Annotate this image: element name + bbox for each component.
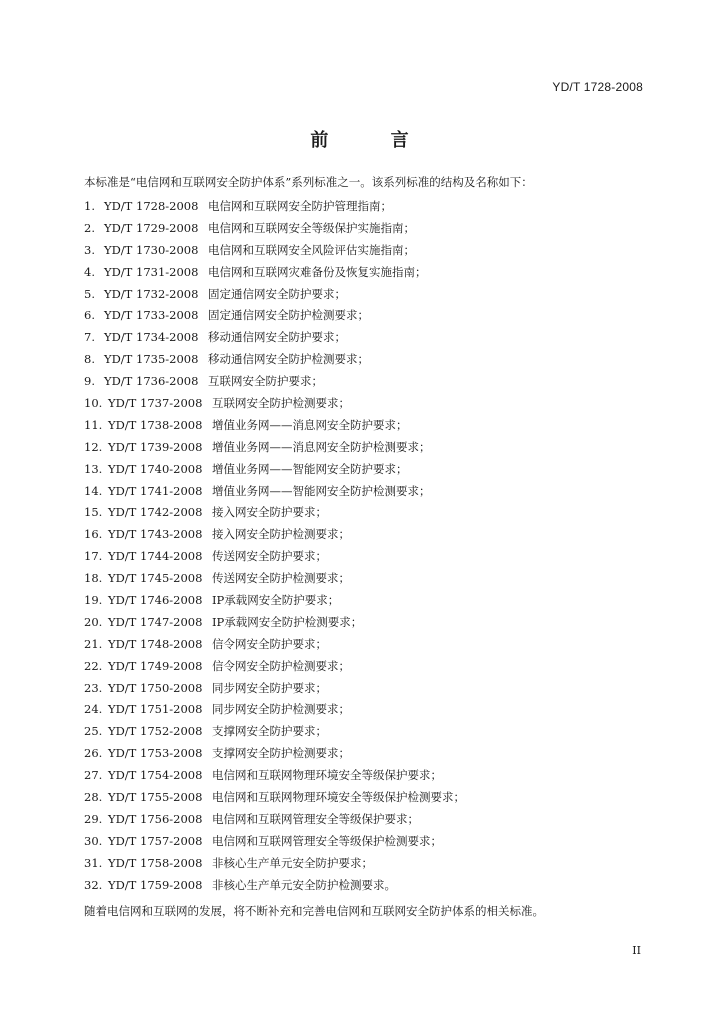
list-item xyxy=(84,284,679,306)
list-item xyxy=(84,612,679,634)
item-standard-name: 非核心生产单元安全防护检测要求。 xyxy=(212,877,396,892)
list-item xyxy=(84,218,679,240)
item-standard-name: 支撑网安全防护检测要求； xyxy=(212,746,350,761)
list-item xyxy=(84,481,679,503)
item-standard-name: 电信网和互联网物理环境安全等级保护检测要求； xyxy=(212,790,465,805)
item-standard-code: YD/T 1730-2008 xyxy=(104,242,199,257)
item-standard-code: YD/T 1737-2008 xyxy=(108,396,203,411)
item-standard-name: 接入网安全防护要求； xyxy=(212,505,327,520)
item-standard-name: 支撑网安全防护要求； xyxy=(212,724,327,739)
item-standard-code: YD/T 1748-2008 xyxy=(108,636,203,651)
item-number: 22. xyxy=(84,658,103,673)
intro-paragraph: 本标准是“电信网和互联网安全防护体系”系列标准之一。该系列标准的结构及名称如下： xyxy=(84,175,533,189)
item-number: 32. xyxy=(84,877,103,892)
item-standard-name: 增值业务网——消息网安全防护要求； xyxy=(212,417,408,432)
item-standard-name: 增值业务网——智能网安全防护检测要求； xyxy=(212,483,431,498)
list-item xyxy=(84,240,679,262)
item-standard-code: YD/T 1746-2008 xyxy=(108,593,203,608)
item-standard-name: 信令网安全防护检测要求； xyxy=(212,658,350,673)
item-standard-name: 信令网安全防护要求； xyxy=(212,636,327,651)
item-standard-code: YD/T 1744-2008 xyxy=(108,549,203,564)
list-item xyxy=(84,546,679,568)
list-item xyxy=(84,831,679,853)
item-standard-name: 电信网和互联网灾难备份及恢复实施指南； xyxy=(208,264,427,279)
item-number: 16. xyxy=(84,527,103,542)
item-number: 8. xyxy=(84,352,95,367)
item-standard-code: YD/T 1751-2008 xyxy=(108,702,203,717)
list-item xyxy=(84,634,679,656)
list-item xyxy=(84,809,679,831)
item-standard-code: YD/T 1758-2008 xyxy=(108,855,203,870)
list-item xyxy=(84,415,679,437)
item-standard-name: 增值业务网——智能网安全防护要求； xyxy=(212,461,408,476)
item-standard-name: IP承载网安全防护检测要求； xyxy=(212,614,363,629)
item-number: 7. xyxy=(84,330,95,345)
list-item xyxy=(84,327,679,349)
item-standard-name: 同步网安全防护检测要求； xyxy=(212,702,350,717)
item-standard-code: YD/T 1731-2008 xyxy=(104,264,199,279)
item-standard-name: 增值业务网——消息网安全防护检测要求； xyxy=(212,439,431,454)
item-standard-code: YD/T 1757-2008 xyxy=(108,833,203,848)
item-standard-code: YD/T 1750-2008 xyxy=(108,680,203,695)
item-standard-name: 固定通信网安全防护检测要求； xyxy=(208,308,369,323)
item-number: 28. xyxy=(84,790,103,805)
list-item xyxy=(84,393,679,415)
page-number: II xyxy=(632,944,641,957)
item-standard-code: YD/T 1742-2008 xyxy=(108,505,203,520)
item-standard-code: YD/T 1736-2008 xyxy=(104,374,199,389)
list-item xyxy=(84,371,679,393)
item-standard-code: YD/T 1747-2008 xyxy=(108,614,203,629)
item-standard-name: 传送网安全防护检测要求； xyxy=(212,571,350,586)
list-item xyxy=(84,853,679,875)
list-item xyxy=(84,590,679,612)
item-standard-code: YD/T 1741-2008 xyxy=(108,483,203,498)
item-standard-name: 移动通信网安全防护检测要求； xyxy=(208,352,369,367)
list-item xyxy=(84,437,679,459)
standard-code-header: YD/T 1728-2008 xyxy=(552,80,643,94)
item-number: 11. xyxy=(84,417,103,432)
item-standard-name: 接入网安全防护检测要求； xyxy=(212,527,350,542)
list-item xyxy=(84,765,679,787)
item-number: 17. xyxy=(84,549,103,564)
item-standard-name: 互联网安全防护要求； xyxy=(208,374,323,389)
item-standard-name: 非核心生产单元安全防护要求； xyxy=(212,855,373,870)
item-number: 14. xyxy=(84,483,103,498)
item-number: 23. xyxy=(84,680,103,695)
item-number: 21. xyxy=(84,636,103,651)
item-number: 2. xyxy=(84,220,95,235)
item-standard-code: YD/T 1733-2008 xyxy=(104,308,199,323)
closing-paragraph: 随着电信网和互联网的发展，将不断补充和完善电信网和互联网安全防护体系的相关标准。 xyxy=(84,904,544,918)
item-number: 27. xyxy=(84,768,103,783)
item-number: 30. xyxy=(84,833,103,848)
item-standard-code: YD/T 1752-2008 xyxy=(108,724,203,739)
page-title: 前 言 xyxy=(310,130,437,151)
item-standard-code: YD/T 1754-2008 xyxy=(108,768,203,783)
list-item xyxy=(84,721,679,743)
list-item xyxy=(84,196,679,218)
item-standard-name: 同步网安全防护要求； xyxy=(212,680,327,695)
item-number: 19. xyxy=(84,593,103,608)
list-item xyxy=(84,743,679,765)
item-standard-code: YD/T 1749-2008 xyxy=(108,658,203,673)
item-standard-code: YD/T 1735-2008 xyxy=(104,352,199,367)
list-item xyxy=(84,568,679,590)
list-item xyxy=(84,787,679,809)
list-item xyxy=(84,524,679,546)
item-standard-name: 电信网和互联网安全风险评估实施指南； xyxy=(208,242,415,257)
item-standard-code: YD/T 1759-2008 xyxy=(108,877,203,892)
item-number: 18. xyxy=(84,571,103,586)
item-standard-code: YD/T 1728-2008 xyxy=(104,199,199,213)
item-standard-name: 电信网和互联网物理环境安全等级保护要求； xyxy=(212,768,442,783)
item-number: 20. xyxy=(84,614,103,629)
item-standard-code: YD/T 1734-2008 xyxy=(104,330,199,345)
list-item xyxy=(84,656,679,678)
item-standard-code: YD/T 1745-2008 xyxy=(108,571,203,586)
item-standard-code: YD/T 1739-2008 xyxy=(108,439,203,454)
item-number: 15. xyxy=(84,505,103,520)
item-standard-code: YD/T 1753-2008 xyxy=(108,746,203,761)
list-item xyxy=(84,305,679,327)
list-item xyxy=(84,262,679,284)
item-standard-name: IP承载网安全防护要求； xyxy=(212,593,340,608)
item-standard-name: 固定通信网安全防护要求； xyxy=(208,286,346,301)
standards-list xyxy=(84,196,679,897)
item-number: 31. xyxy=(84,855,103,870)
item-standard-code: YD/T 1740-2008 xyxy=(108,461,203,476)
list-item xyxy=(84,699,679,721)
item-standard-name: 电信网和互联网安全等级保护实施指南； xyxy=(208,220,415,235)
item-standard-name: 移动通信网安全防护要求； xyxy=(208,330,346,345)
list-item xyxy=(84,502,679,524)
list-item xyxy=(84,349,679,371)
item-standard-code: YD/T 1738-2008 xyxy=(108,417,203,432)
list-item xyxy=(84,678,679,700)
item-standard-name: 电信网和互联网管理安全等级保护检测要求； xyxy=(212,833,442,848)
list-item xyxy=(84,875,679,897)
item-number: 10. xyxy=(84,396,103,411)
item-number: 13. xyxy=(84,461,103,476)
item-number: 6. xyxy=(84,308,95,323)
item-number: 1. xyxy=(84,199,95,213)
item-standard-name: 电信网和互联网安全防护管理指南； xyxy=(208,199,392,213)
item-number: 5. xyxy=(84,286,95,301)
item-number: 3. xyxy=(84,242,95,257)
item-standard-name: 电信网和互联网管理安全等级保护要求； xyxy=(212,811,419,826)
item-standard-name: 互联网安全防护检测要求； xyxy=(212,396,350,411)
item-standard-code: YD/T 1743-2008 xyxy=(108,527,203,542)
item-number: 12. xyxy=(84,439,103,454)
item-standard-code: YD/T 1732-2008 xyxy=(104,286,199,301)
item-standard-name: 传送网安全防护要求； xyxy=(212,549,327,564)
item-number: 25. xyxy=(84,724,103,739)
item-number: 9. xyxy=(84,374,95,389)
item-standard-code: YD/T 1729-2008 xyxy=(104,220,199,235)
item-number: 4. xyxy=(84,264,95,279)
item-standard-code: YD/T 1755-2008 xyxy=(108,790,203,805)
item-standard-code: YD/T 1756-2008 xyxy=(108,811,203,826)
item-number: 29. xyxy=(84,811,103,826)
list-item xyxy=(84,459,679,481)
item-number: 26. xyxy=(84,746,103,761)
item-number: 24. xyxy=(84,702,103,717)
